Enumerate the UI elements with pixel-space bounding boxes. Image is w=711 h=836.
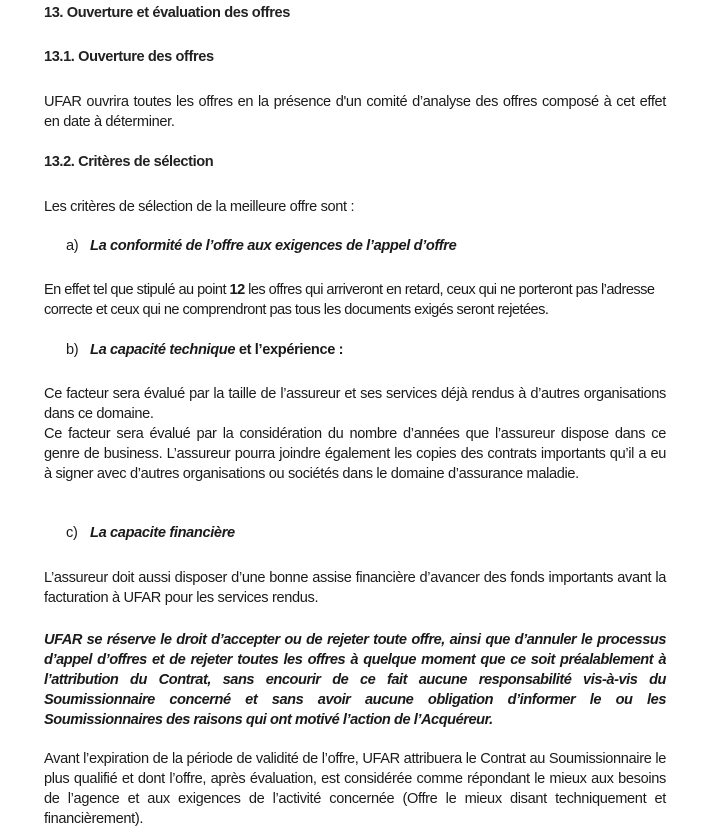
list-marker: c) <box>66 525 78 541</box>
section-heading: 13. Ouverture et évaluation des offres <box>44 5 290 21</box>
list-marker: a) <box>66 238 79 254</box>
criterion-a-title <box>66 238 456 254</box>
award-paragraph: Avant l’expiration de la période de validité de l’offre, UFAR attribuera le Contrat au Soumissionnaire le plus qualifié et dont l’offre, après évaluation, est considérée comme répondant le mieux aux besoins de l’agence et aux exigences de l’activité concernée (Offre le mieux disant techniquement et financièrement). <box>44 751 666 827</box>
subsection-heading-opening: 13.1. Ouverture des offres <box>44 49 214 65</box>
subsection-heading-criteria: 13.2. Critères de sélection <box>44 154 214 170</box>
criterion-title: La capacite financière <box>90 525 235 541</box>
criterion-c-title <box>66 525 235 541</box>
criterion-b-title <box>66 342 343 358</box>
criterion-title: La conformité de l’offre aux exigences de l’appel d’offre <box>90 238 457 254</box>
reservation-notice: UFAR se réserve le droit d’accepter ou de rejeter toute offre, ainsi que d’annuler le processus d’appel d’offres et de rejeter toutes les offres à quelque moment que ce soit préalablement à l’attribution du Contrat, sans encourir de ce fait aucune responsabilité vis-à-vis du Soumissionnaire concerné et sans avoir aucune obligation d’informer le ou les Soumissionnaires des raisons qui ont motivé l’action de l’Acquéreur. <box>44 632 666 728</box>
criterion-b-paragraph-1: Ce facteur sera évalué par la taille de l’assureur et ses services déjà rendus à d’autres organisations dans ce domaine. <box>44 386 666 422</box>
criterion-title-italic: La capacité technique <box>90 342 236 358</box>
opening-paragraph: UFAR ouvrira toutes les offres en la présence d'un comité d’analyse des offres composé à cet effet en date à déterminer. <box>44 94 666 130</box>
criterion-title-rest: et l’expérience : <box>235 342 344 358</box>
criterion-c-paragraph: L’assureur doit aussi disposer d’une bonne assise financière d’avancer des fonds importants avant la facturation à UFAR pour les services rendus. <box>44 570 666 606</box>
point-reference: 12 <box>229 282 245 298</box>
criterion-b-paragraph-2: Ce facteur sera évalué par la considération du nombre d’années que l’assureur dispose dans ce genre de business. L’assureur pourra joindre également les copies des contrats importants qu’il a eu à signer avec d’autres organisations ou sociétés dans le domaine d’assurance maladie. <box>44 426 666 482</box>
list-marker: b) <box>66 342 79 358</box>
criteria-intro: Les critères de sélection de la meilleure offre sont : <box>44 199 355 215</box>
criterion-a-paragraph <box>44 280 666 320</box>
criterion-a-text-end: les offres qui arriveront en retard, ceux qui ne porteront pas l’adresse correcte et ceux qui ne comprendront pas tous les documents exigés seront rejetées. <box>44 282 655 318</box>
criterion-a-text-start: En effet tel que stipulé au point <box>44 282 230 298</box>
